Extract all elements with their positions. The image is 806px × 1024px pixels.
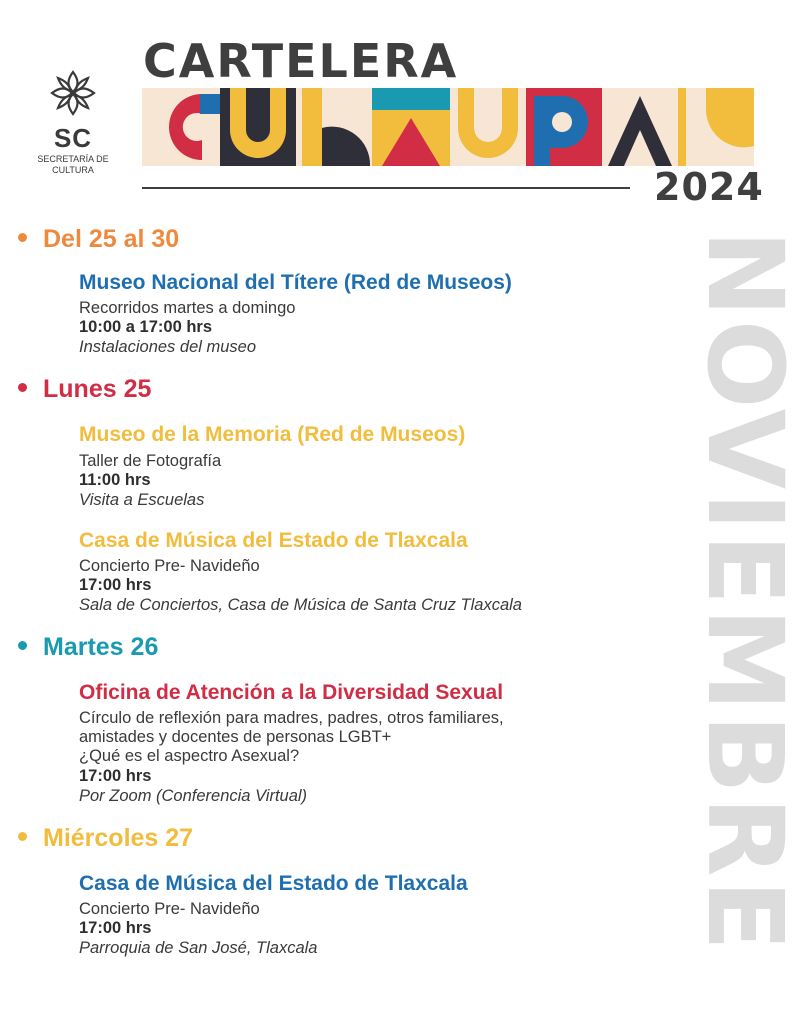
day-heading [18, 823, 193, 853]
title-cartelera: CARTELERA [143, 34, 459, 88]
day-label: Miércoles 27 [43, 824, 194, 852]
bullet-dot-icon [18, 641, 27, 650]
event-venue: Casa de Música del Estado de Tlaxcala [79, 872, 468, 895]
event-time: 17:00 hrs [79, 576, 152, 594]
day-label: Martes 26 [43, 633, 159, 661]
event-venue: Museo de la Memoria (Red de Museos) [79, 423, 466, 446]
day-heading [18, 632, 158, 662]
event-description: Recorridos martes a domingo [79, 299, 296, 317]
event-description: ¿Qué es el aspectro Asexual? [79, 747, 300, 765]
event-place: Visita a Escuelas [79, 491, 205, 509]
bullet-dot-icon [18, 233, 27, 242]
event-description: Círculo de reflexión para madres, padres, otros familiares, [79, 709, 504, 727]
bullet-dot-icon [18, 383, 27, 392]
event-description: Taller de Fotografía [79, 452, 222, 470]
header-divider [142, 187, 630, 189]
event-venue: Oficina de Atención a la Diversidad Sexual [79, 681, 504, 704]
event-description: amistades y docentes de personas LGBT+ [79, 728, 392, 746]
event-time: 17:00 hrs [79, 767, 152, 785]
day-label: Lunes 25 [43, 375, 152, 403]
event-venue: Museo Nacional del Títere (Red de Museos) [79, 271, 512, 294]
event-time: 11:00 hrs [79, 471, 151, 489]
day-heading [18, 374, 151, 404]
event-description: Concierto Pre- Navideño [79, 557, 260, 575]
event-place: Por Zoom (Conferencia Virtual) [79, 787, 308, 805]
logo-initials: SC [53, 123, 93, 153]
event-venue: Casa de Música del Estado de Tlaxcala [79, 529, 468, 552]
event-time: 10:00 a 17:00 hrs [79, 318, 213, 336]
day-heading [18, 224, 179, 254]
event-time: 17:00 hrs [79, 919, 152, 937]
month-text: NOVIEMBRE [684, 230, 806, 954]
flower-emblem-icon [46, 66, 100, 120]
cultural-geometric-banner [142, 88, 754, 166]
event-description: Concierto Pre- Navideño [79, 900, 260, 918]
event-place: Sala de Conciertos, Casa de Música de Santa Cruz Tlaxcala [79, 596, 522, 614]
event-place: Instalaciones del museo [79, 338, 257, 356]
year-label: 2024 [654, 165, 764, 209]
logo-organization-name: SECRETARÍA DE CULTURA [37, 154, 109, 175]
secretaria-cultura-logo [30, 66, 116, 176]
month-vertical-label [684, 230, 806, 1020]
day-label: Del 25 al 30 [43, 225, 180, 253]
event-place: Parroquia de San José, Tlaxcala [79, 939, 318, 957]
bullet-dot-icon [18, 832, 27, 841]
